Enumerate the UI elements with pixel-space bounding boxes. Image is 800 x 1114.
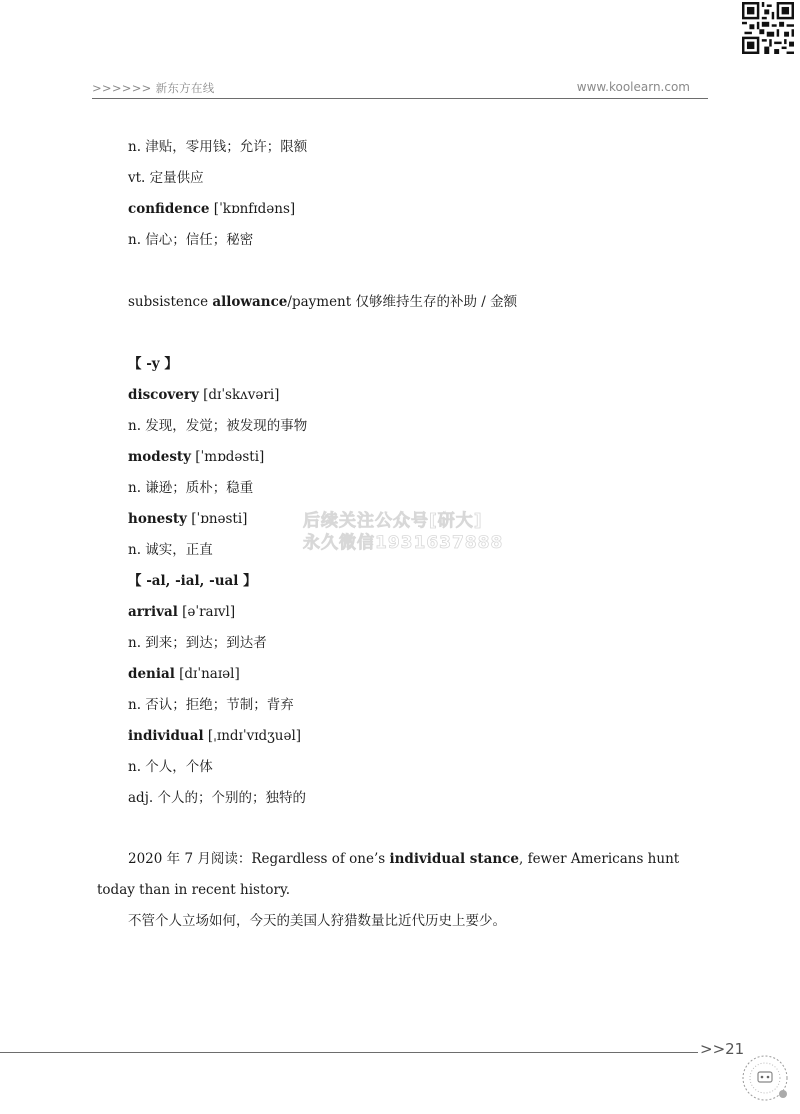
headword: arrival bbox=[128, 604, 178, 620]
phonetic: [ˌɪndɪˈvɪdʒuəl] bbox=[203, 728, 302, 744]
phonetic: [dɪˈnaɪəl] bbox=[174, 666, 240, 682]
qr-code-image bbox=[742, 2, 794, 54]
definition-line: n. 诚实，正直 bbox=[128, 542, 213, 558]
page-number: >>21 bbox=[700, 1040, 745, 1058]
word-entry bbox=[128, 448, 264, 466]
word-entry bbox=[128, 603, 235, 621]
definition-line: n. 津贴，零用钱；允许；限额 bbox=[128, 139, 308, 155]
example-text: , fewer Americans hunt today than in recent history. bbox=[97, 851, 680, 898]
word-entry bbox=[128, 727, 301, 745]
example-text: 2020 年 7 月阅读：Regardless of one’s bbox=[128, 851, 390, 867]
footer-divider bbox=[0, 1052, 698, 1053]
example-keyword: individual stance bbox=[389, 851, 519, 867]
headword: individual bbox=[128, 728, 204, 744]
phrase-keyword: allowance bbox=[212, 294, 288, 310]
definition-line: n. 个人，个体 bbox=[128, 759, 213, 775]
word-entry bbox=[128, 665, 240, 683]
suffix-heading: 【 -al, -ial, -ual 】 bbox=[128, 573, 257, 589]
definition-line: n. 发现，发觉；被发现的事物 bbox=[128, 418, 308, 434]
example-translation: 不管个人立场如何，今天的美国人狩猎数量比近代历史上要少。 bbox=[128, 913, 506, 929]
header-brand: >>>>>> 新东方在线 bbox=[92, 81, 215, 95]
definition-line: n. 谦逊；质朴；稳重 bbox=[128, 480, 254, 496]
definition-line: n. 信心；信任；秘密 bbox=[128, 232, 254, 248]
badge-image bbox=[740, 1050, 790, 1106]
header-website: www.koolearn.com bbox=[576, 80, 690, 94]
watermark-line: 后续关注公众号[研大] bbox=[303, 511, 483, 531]
watermark-line: 永久微信1931637888 bbox=[303, 533, 504, 553]
headword: confidence bbox=[128, 201, 210, 217]
definition-line: n. 否认；拒绝；节制；背弃 bbox=[128, 697, 294, 713]
page-header bbox=[92, 80, 708, 99]
headword: honesty bbox=[128, 511, 187, 527]
phonetic: [ˈɒnəsti] bbox=[186, 511, 248, 527]
phonetic: [əˈraɪvl] bbox=[177, 604, 236, 620]
suffix-heading: 【 -y 】 bbox=[128, 356, 178, 372]
definition-line: vt. 定量供应 bbox=[128, 170, 204, 186]
word-entry bbox=[128, 510, 247, 528]
word-entry bbox=[128, 200, 295, 218]
definition-line: n. 到来；到达；到达者 bbox=[128, 635, 267, 651]
watermark bbox=[303, 510, 503, 554]
phonetic: [ˈkɒnfɪdəns] bbox=[209, 201, 296, 217]
phonetic: [ˈmɒdəsti] bbox=[191, 449, 265, 465]
phrase-line bbox=[128, 293, 517, 311]
definition-line: adj. 个人的；个别的；独特的 bbox=[128, 790, 306, 806]
phonetic: [dɪˈskʌvəri] bbox=[198, 387, 280, 403]
headword: discovery bbox=[128, 387, 199, 403]
example-sentence bbox=[97, 844, 712, 906]
phrase-text: /payment 仅够维持生存的补助 / 金额 bbox=[287, 294, 518, 310]
phrase-text: subsistence bbox=[128, 294, 213, 310]
word-entry bbox=[128, 386, 279, 404]
headword: modesty bbox=[128, 449, 191, 465]
headword: denial bbox=[128, 666, 175, 682]
